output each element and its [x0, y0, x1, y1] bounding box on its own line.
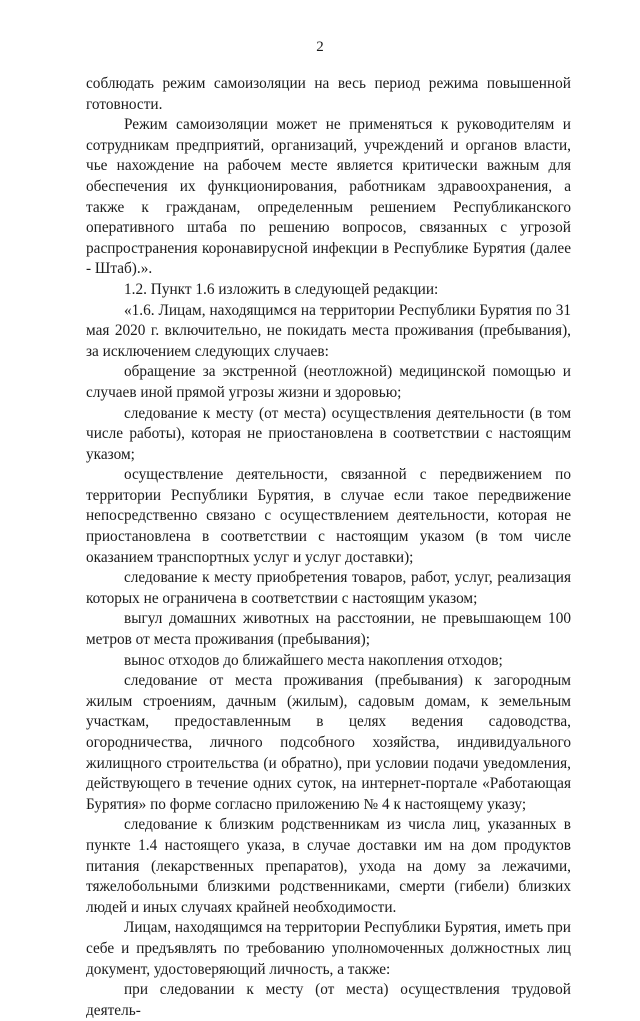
paragraph: при следовании к месту (от места) осуществления трудовой деятель-: [86, 981, 571, 1019]
paragraph: вынос отходов до ближайшего места накопления отходов;: [124, 651, 503, 669]
paragraph: осуществление деятельности, связанной с передвижением по территории Республики Бурятия, в случае если такое передвижение непосредственно связано с осуществлением деятельности, которая не приостановлена в соответствии с настоящим указом (в том числе оказанием транспортных услуг и услуг доставки);: [86, 466, 571, 566]
paragraph: обращение за экстренной (неотложной) медицинской помощью и случаев иной прямой угрозы жизни и здоровью;: [86, 363, 571, 401]
paragraph: следование к месту приобретения товаров, работ, услуг, реализация которых не ограничена в соответствии с настоящим указом;: [86, 569, 571, 607]
paragraph: следование к близким родственникам из числа лиц, указанных в пункте 1.4 настоящего указа, в случае доставки им на дом продуктов питания (лекарственных препаратов), ухода на дому за лежачими, тяжелобольными близкими родственниками, смерти (гибели) близких людей и иных случаях крайней необходимости.: [86, 816, 571, 916]
paragraph: Лицам, находящимся на территории Республики Бурятия, иметь при себе и предъявлять по требованию уполномоченных должностных лиц документ, удостоверяющий личность, а также:: [86, 919, 571, 978]
paragraph: следование от места проживания (пребывания) к загородным жилым строениям, дачным (жилым), садовым домам, к земельным участкам, предоставленным в целях ведения садоводства, огородничества, личного подсобного хозяйства, индивидуального жилищного строительства (и обратно), при условии подачи уведомления, действующего в течение одних суток, на интернет-портале «Работающая Бурятия» по форме согласно приложению № 4 к настоящему указу;: [86, 672, 571, 813]
paragraph: следование к месту (от места) осуществления деятельности (в том числе работы), которая не приостановлена в соответствии с настоящим указом;: [86, 404, 571, 463]
paragraph: 1.2. Пункт 1.6 изложить в следующей редакции:: [124, 280, 439, 298]
paragraph: Режим самоизоляции может не применяться к руководителям и сотрудникам предприятий, организаций, учреждений и органов власти, чье нахождение на рабочем месте является критически важным для обеспечения их функционирования, работникам здравоохранения, а также к гражданам, определенным решением Республиканского оперативного штаба по решению вопросов, связанных с угрозой распространения коронавирусной инфекции в Республике Бурятия (далее - Штаб).».: [86, 116, 571, 278]
document-body: [86, 74, 571, 1021]
paragraph: выгул домашних животных на расстоянии, не превышающем 100 метров от места проживания (пребывания);: [86, 610, 571, 649]
paragraph: соблюдать режим самоизоляции на весь период режима повышенной готовности.: [86, 75, 571, 113]
page-number: 2: [316, 39, 324, 55]
paragraph: «1.6. Лицам, находящимся на территории Республики Бурятия по 31 мая 2020 г. включительно, не покидать места проживания (пребывания), за исключением следующих случаев:: [86, 301, 571, 360]
